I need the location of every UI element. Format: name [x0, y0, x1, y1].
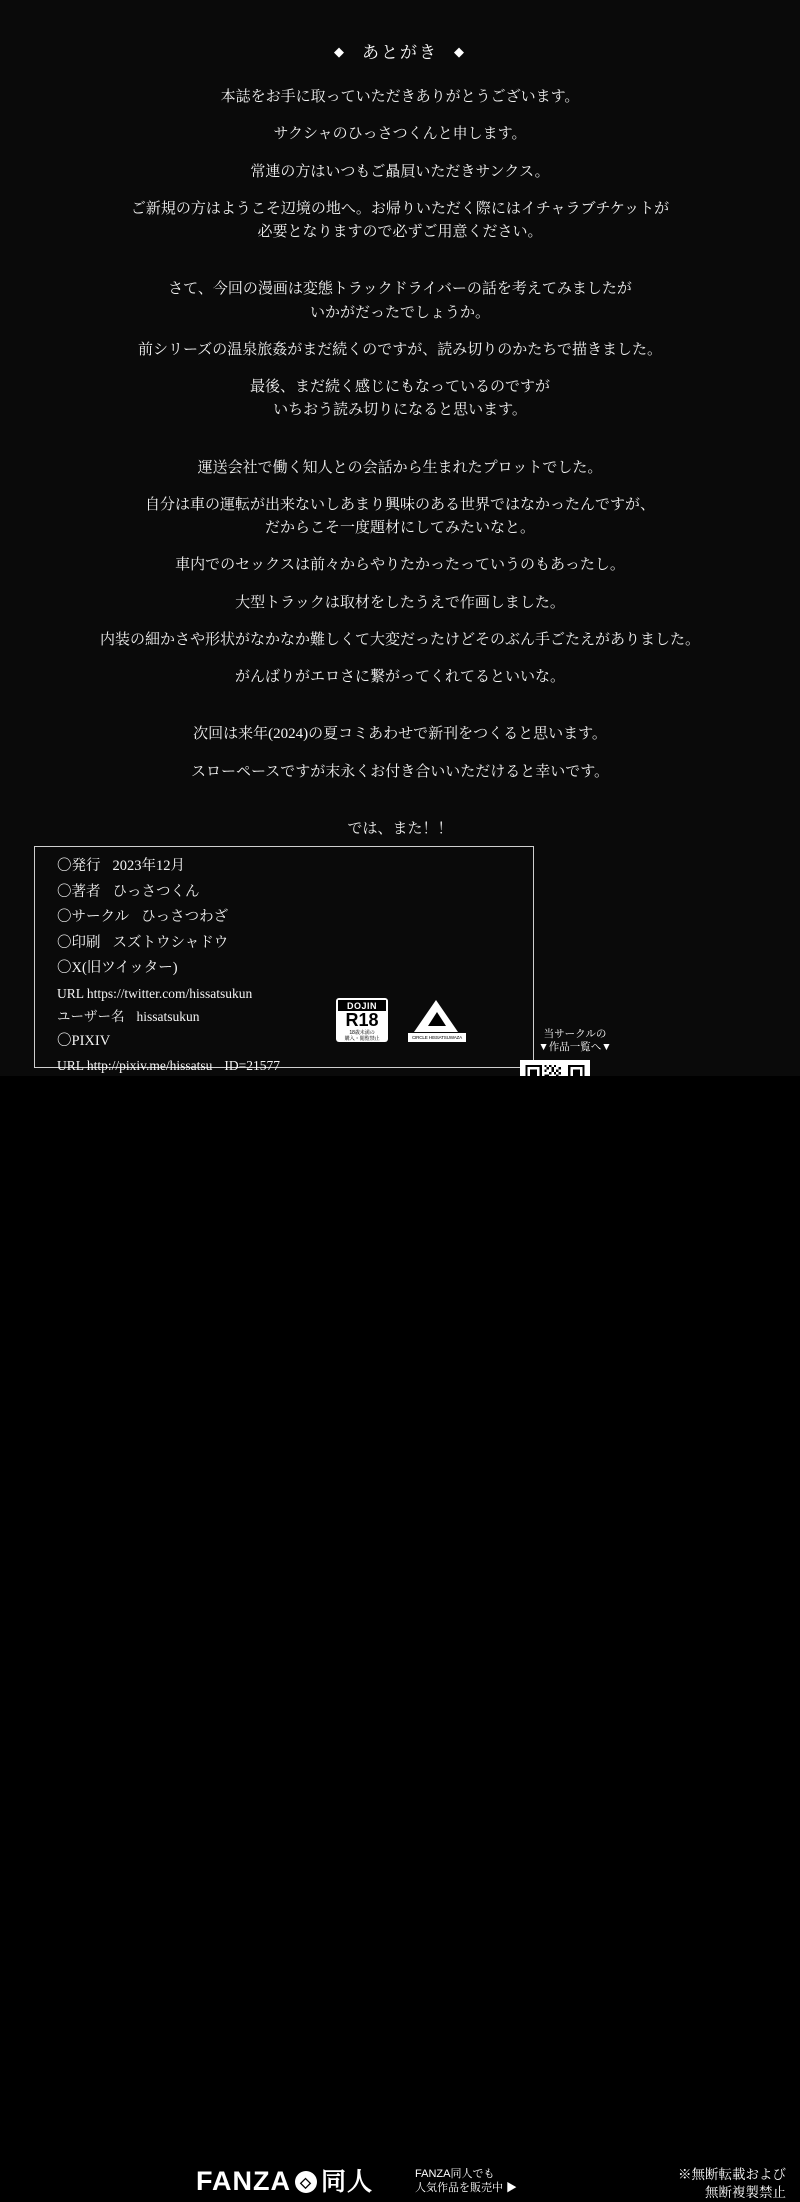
paragraph: 必要となりますので必ずご用意ください。: [257, 224, 543, 240]
circle-logo-inner-triangle: [428, 1012, 446, 1026]
paragraph: 常連の方はいつもご贔屓いただきサンクス。: [250, 163, 550, 180]
paragraph: さて、今回の漫画は変態トラックドライバーの話を考えてみましたが: [168, 281, 632, 298]
qr-note-line-1: 当サークルの: [543, 1028, 607, 1040]
circle-logo-band: CIRCLE HISSATSUWAZA: [408, 1033, 466, 1042]
qr-note-line-2: ▼作品一覧へ▼: [538, 1041, 612, 1054]
r18-badge-note-2: 購入・閲覧禁止: [344, 1036, 380, 1042]
colophon-pixiv-url-value[interactable]: http://pixiv.me/hissatsu: [86, 1058, 213, 1073]
colophon-x-url-value[interactable]: https://twitter.com/hissatsukun: [86, 985, 253, 1001]
r18-badge-top: DOJIN: [338, 1000, 386, 1011]
copyright-note: [678, 2166, 786, 2202]
copyright-line-1: ※無断転載および: [678, 2167, 786, 2182]
paragraph: だからこそ一度題材にしてみたいなと。: [264, 520, 535, 536]
colophon-publish-label: 〇発行: [57, 858, 101, 874]
copyright-line-2: 無断複製禁止: [705, 2185, 786, 2201]
colophon-circle: [57, 910, 533, 925]
colophon-author-label: 〇著者: [57, 883, 101, 900]
paragraph: では、また！！: [347, 820, 453, 837]
paragraph: いかがだったでしょうか。: [309, 304, 490, 321]
colophon-circle-value: ひっさつわざ: [141, 909, 229, 925]
colophon-publish-value: 2023年12月: [112, 858, 185, 874]
colophon-username-value: hissatsukun: [136, 1009, 200, 1024]
colophon-pixiv-url-label: URL: [57, 1058, 84, 1073]
colophon-username-label: ユーザー名: [57, 1009, 125, 1024]
colophon-print-label: 〇印刷: [57, 934, 101, 951]
colophon-x-url-label: URL: [57, 985, 84, 1001]
circle-logo-icon: [408, 1000, 466, 1042]
r18-badge: [336, 998, 388, 1042]
paragraph: 内装の細かさや形状がなかなか難しくて大変だったけどそのぶん手ごたえがありました。: [99, 631, 700, 648]
r18-badge-note-1: 18歳未満の: [349, 1030, 375, 1036]
fanza-diamond-icon: ◇: [295, 2171, 317, 2193]
paragraph: 本誌をお手に取っていただきありがとうございます。: [220, 89, 580, 105]
colophon-print: [57, 936, 533, 951]
colophon-x-label: 〇X(旧ツイッター): [57, 960, 178, 976]
r18-badge-rating: R18: [345, 1010, 379, 1030]
colophon-circle-label: 〇サークル: [57, 909, 130, 925]
paragraph: いちおう読み切りになると思います。: [273, 402, 527, 419]
paragraph: 次回は来年(2024)の夏コミあわせで新刊をつくると思います。: [193, 726, 607, 743]
colophon-x-url[interactable]: [57, 987, 533, 1001]
fanza-logo[interactable]: [196, 2162, 373, 2198]
paragraph: 大型トラックは取材をしたうえで作画しました。: [235, 594, 565, 611]
footer-bar: [0, 1076, 800, 2201]
paragraph: 最後、まだ続く感じにもなっているのですが: [249, 379, 550, 395]
paragraph: スローペースですが末永くお付き合いいただけると幸いです。: [190, 763, 610, 780]
fanza-dojin-text: 同人: [321, 2168, 374, 2196]
colophon-print-value: スズトウシャドウ: [112, 934, 229, 951]
colophon-author-value: ひっさつくん: [112, 883, 200, 900]
paragraph: サクシャのひっさつくんと申します。: [273, 126, 527, 143]
paragraph: 運送会社で働く知人との会話から生まれたプロットでした。: [197, 459, 603, 476]
colophon-pixiv-url[interactable]: [57, 1059, 533, 1073]
paragraph: 自分は車の運転が出来ないしあまり興味のある世界ではなかったんですが、: [144, 496, 655, 513]
diamond-left-icon: ◆: [334, 44, 346, 59]
paragraph: ご新規の方はようこそ辺境の地へ。お帰りいただく際にはイチャラブチケットが: [130, 200, 670, 217]
paragraph: 車内でのセックスは前々からやりたかったっていうのもあったし。: [175, 557, 625, 574]
paragraph: 前シリーズの温泉旅姦がまだ続くのですが、読み切りのかたちで描きました。: [137, 341, 663, 358]
qr-note: [520, 1028, 630, 1054]
colophon-publish: [57, 859, 533, 874]
page-title-text: あとがき: [362, 43, 438, 62]
fanza-note-line-1: FANZA同人でも: [415, 2168, 495, 2180]
diamond-right-icon: ◆: [454, 44, 466, 59]
colophon-pixiv-label: 〇PIXIV: [57, 1032, 111, 1049]
page-title: [0, 38, 800, 63]
colophon-author: [57, 885, 533, 900]
colophon-pixiv-id: ID=21577: [224, 1058, 280, 1073]
paragraph: がんばりがエロさに繋がってくれてるといいな。: [234, 669, 565, 685]
fanza-note: [415, 2167, 517, 2196]
fanza-logo-text: FANZA: [196, 2166, 291, 2196]
fanza-note-line-2: 人気作品を販売中 ▶: [415, 2182, 518, 2195]
afterword-body: [40, 86, 760, 841]
